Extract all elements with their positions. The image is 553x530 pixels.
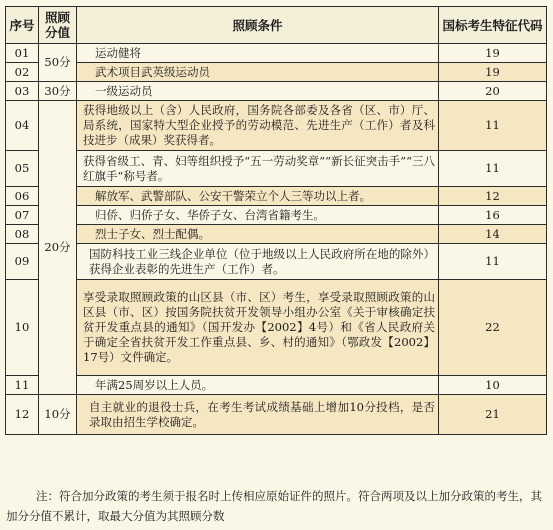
row-number: 02 (6, 63, 39, 82)
header-seq: 序号 (6, 7, 39, 44)
table-row (6, 225, 547, 244)
row-code: 22 (439, 280, 547, 376)
row-code: 19 (439, 63, 547, 82)
row-number: 01 (6, 44, 39, 63)
row-condition: 武术项目武英级运动员 (77, 63, 439, 82)
row-score: 20分 (39, 101, 77, 395)
row-code: 16 (439, 206, 547, 225)
row-code: 14 (439, 225, 547, 244)
row-number: 10 (6, 280, 39, 376)
row-code: 19 (439, 44, 547, 63)
table-row (6, 280, 547, 376)
row-condition: 年满25周岁以上人员。 (77, 376, 439, 395)
table-row (6, 206, 547, 225)
table-row (6, 151, 547, 187)
row-number: 06 (6, 187, 39, 206)
row-code: 21 (439, 395, 547, 435)
table-header-row (6, 7, 547, 44)
bonus-points-table (5, 6, 547, 435)
row-score: 10分 (39, 395, 77, 435)
table-row (6, 63, 547, 82)
row-code: 11 (439, 101, 547, 151)
footnote: 注：符合加分政策的考生须于报名时上传相应原始证件的照片。符合两项及以上加分政策的考生，其加分分值不累计，取最大分值为其照顾分数 (6, 489, 542, 523)
row-number: 08 (6, 225, 39, 244)
row-condition: 一级运动员 (77, 82, 439, 101)
row-number: 07 (6, 206, 39, 225)
row-number: 12 (6, 395, 39, 435)
table-row (6, 376, 547, 395)
table-row (6, 244, 547, 280)
row-condition: 自主就业的退役士兵，在考生考试成绩基础上增加10分投档，是否录取由招生学校确定。 (77, 395, 439, 435)
row-code: 11 (439, 151, 547, 187)
row-condition: 获得地级以上（含）人民政府，国务院各部委及各省（区、市）厅、局系统，国家特大型企业授予的劳动模范、先进生产（工作）者及科技进步（成果）奖获得者。 (77, 101, 439, 151)
row-number: 03 (6, 82, 39, 101)
row-number: 04 (6, 101, 39, 151)
row-condition: 国防科技工业三线企业单位（位于地级以上人民政府所在地的除外）获得企业表彰的先进生产（工作）者。 (77, 244, 439, 280)
row-code: 12 (439, 187, 547, 206)
row-score: 50分 (39, 44, 77, 82)
row-condition: 获得省级工、青、妇等组织授予“五一劳动奖章”“新长征突击手”“三八红旗手”称号者。 (77, 151, 439, 187)
row-code: 11 (439, 244, 547, 280)
table-row (6, 395, 547, 435)
row-number: 05 (6, 151, 39, 187)
table-row (6, 82, 547, 101)
header-condition: 照顾条件 (77, 7, 439, 44)
row-condition: 解放军、武警部队、公安干警荣立个人三等功以上者。 (77, 187, 439, 206)
table-row (6, 44, 547, 63)
table-row (6, 187, 547, 206)
row-condition: 享受录取照顾政策的山区县（市、区）考生，享受录取照顾政策的山区县（市、区）按国务院扶贫开发领导小组办公室《关于审核确定扶贫开发重点县的通知》（国开发办【2002】4号）和《省人民政府关于确定全省扶贫开发工作重点县、乡、村的通知》（鄂政发【2002】17号）文件确定。 (77, 280, 439, 376)
header-score: 照顾分值 (39, 7, 77, 44)
row-number: 09 (6, 244, 39, 280)
table-row (6, 101, 547, 151)
row-code: 20 (439, 82, 547, 101)
row-number: 11 (6, 376, 39, 395)
row-condition: 运动健将 (77, 44, 439, 63)
row-code: 10 (439, 376, 547, 395)
row-condition: 烈士子女、烈士配偶。 (77, 225, 439, 244)
policy-table-container (5, 6, 546, 435)
header-code: 国标考生特征代码 (439, 7, 547, 44)
row-condition: 归侨、归侨子女、华侨子女、台湾省籍考生。 (77, 206, 439, 225)
row-score: 30分 (39, 82, 77, 101)
